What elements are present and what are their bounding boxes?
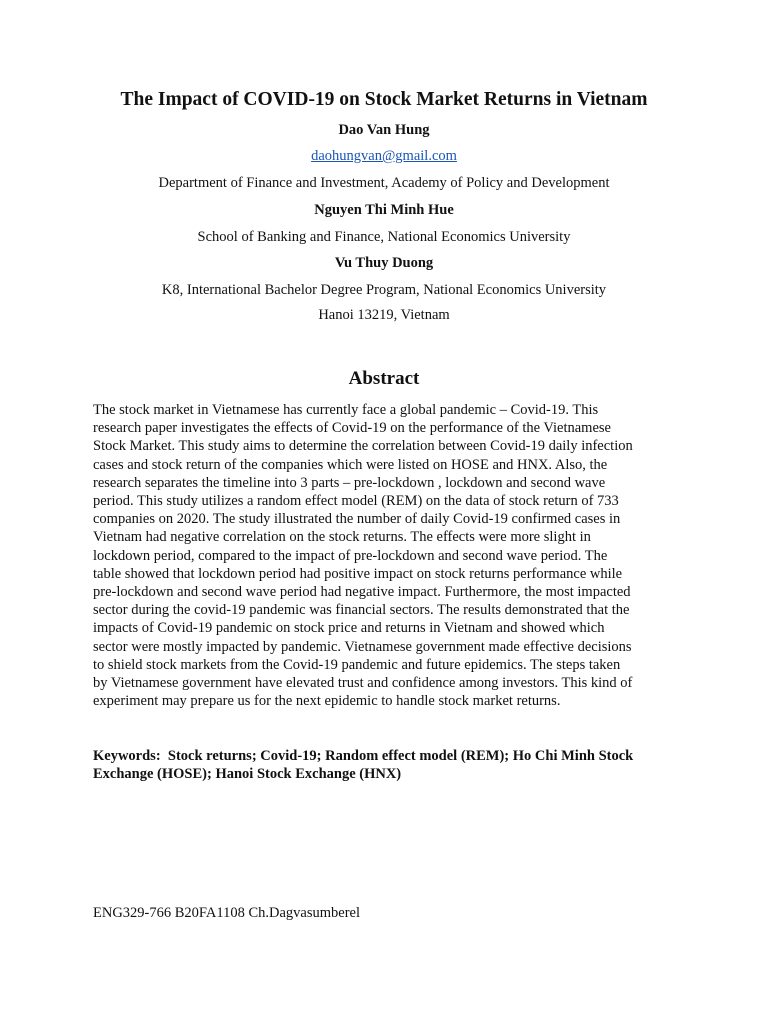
abstract-line: experiment may prepare us for the next epidemic to handle stock market returns. — [93, 693, 561, 710]
author-name-3: Vu Thuy Duong — [334, 255, 434, 271]
paper-title: The Impact of COVID-19 on Stock Market Returns in Vietnam — [120, 89, 648, 110]
abstract-line: companies on 2020. The study illustrated the number of daily Covid-19 confirmed cases in — [93, 511, 621, 528]
abstract-line: research paper investigates the effects of Covid-19 on the performance of the Vietnamese — [93, 420, 611, 437]
abstract-body — [93, 401, 673, 710]
author-name-2: Nguyen Thi Minh Hue — [314, 202, 454, 218]
author-email-row — [0, 147, 768, 165]
abstract-line: sector during the covid-19 pandemic was financial sectors. The results demonstrated that the — [93, 602, 630, 619]
abstract-line: to shield stock markets from the Covid-19 pandemic and future epidemics. The steps taken — [93, 656, 621, 673]
abstract-line: period. This study utilizes a random effect model (REM) on the data of stock return of 733 — [93, 493, 619, 510]
abstract-line: table showed that lockdown period had positive impact on stock returns performance while — [93, 565, 623, 582]
abstract-line: impacts of Covid-19 pandemic on stock price and returns in Vietnam and showed which — [93, 620, 605, 637]
author-affiliation-2: School of Banking and Finance, National Economics University — [197, 229, 571, 245]
keywords-line-1: Keywords: Stock returns; Covid-19; Random effect model (REM); Ho Chi Minh Stock — [93, 748, 634, 764]
author-affiliation-1: Department of Finance and Investment, Academy of Policy and Development — [158, 175, 610, 191]
abstract-line: by Vietnamese government have elevated trust and confidence among investors. This kind of — [93, 675, 633, 692]
abstract-line: Vietnam had negative correlation on the stock returns. The effects were more slight in — [93, 529, 591, 546]
author-email-link[interactable]: daohungvan@gmail.com — [311, 148, 457, 164]
abstract-line: sector were mostly impacted by pandemic. Vietnamese government made effective decisions — [93, 638, 632, 655]
abstract-line: cases and stock return of the companies which were listed on HOSE and HNX. Also, the — [93, 456, 608, 473]
abstract-line: The stock market in Vietnamese has currently face a global pandemic – Covid-19. This — [93, 402, 599, 418]
keywords-line-2: Exchange (HOSE); Hanoi Stock Exchange (HNX) — [93, 766, 402, 783]
keywords-block — [93, 747, 683, 783]
author-name-1: Dao Van Hung — [338, 122, 430, 138]
abstract-line: Stock Market. This study aims to determine the correlation between Covid-19 daily infection — [93, 438, 633, 455]
abstract-line: research separates the timeline into 3 parts – pre-lockdown , lockdown and second wave — [93, 474, 606, 491]
abstract-line: lockdown period, compared to the impact of pre-lockdown and second wave period. The — [93, 547, 608, 564]
author-affiliation-3: K8, International Bachelor Degree Program, National Economics University — [161, 282, 607, 298]
abstract-line: pre-lockdown and second wave period had negative impact. Furthermore, the most impacted — [93, 584, 631, 601]
abstract-heading: Abstract — [348, 368, 420, 389]
footer-course-note: ENG329-766 B20FA1108 Ch.Dagvasumberel — [93, 905, 361, 921]
author-address: Hanoi 13219, Vietnam — [318, 307, 450, 323]
